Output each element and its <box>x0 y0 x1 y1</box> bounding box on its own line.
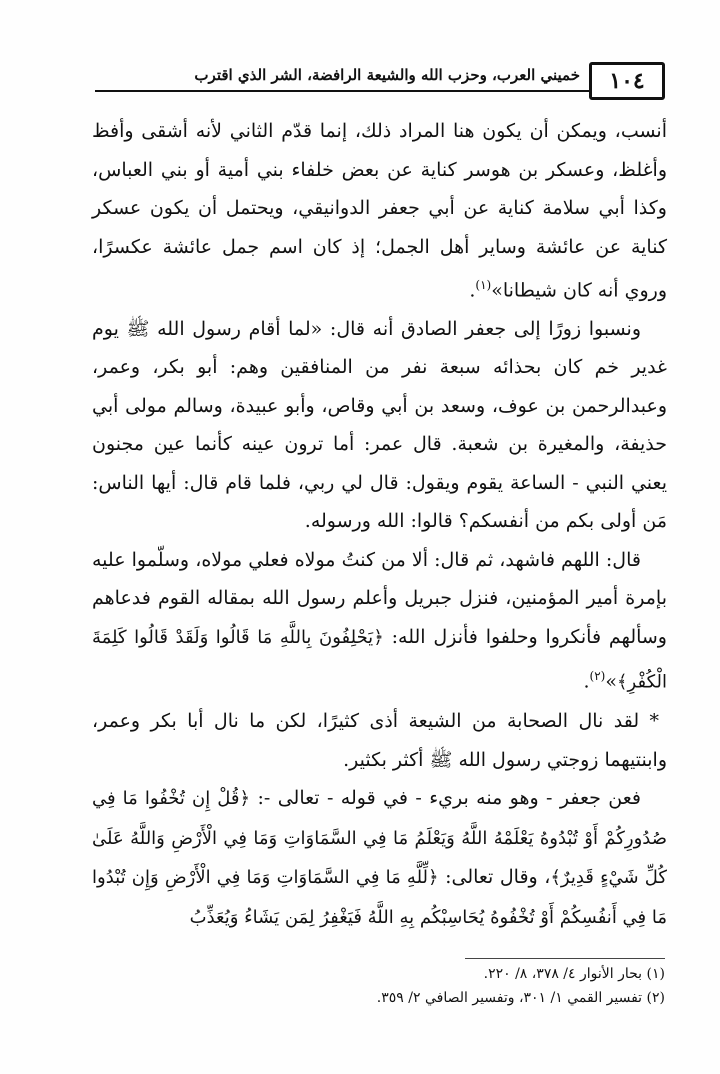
paragraph <box>92 541 667 702</box>
quran-verse: ﴿قُلْ إِن تُخْفُوا مَا فِي صُدُورِكُمْ أَوْ تُبْدُوهُ يَعْلَمْهُ اللَّهُ وَيَعْلَمُ مَا فِي السَّمَاوَاتِ وَمَا فِي الْأَرْضِ وَاللَّهُ عَلَىٰ كُلِّ شَيْءٍ قَدِيرٌ﴾ <box>92 788 668 889</box>
paragraph-text: ، وقال تعالى: <box>438 866 551 889</box>
paragraph-text: قال: اللهم فاشهد، ثم قال: ألا من كنتُ مولاه فعلي مولاه، وسلّموا عليه بإمرة أمير المؤمنين، فنزل جبريل وأعلم رسول الله بمقاله القوم فدعاهم وسألهم فأنكروا وحلفوا فأنزل الله: <box>92 548 667 648</box>
quran-verse: ﴿يَحْلِفُونَ بِاللَّهِ مَا قَالُوا وَلَقَدْ قَالُوا كَلِمَةَ الْكُفْرِ﴾ <box>92 626 667 693</box>
running-header <box>95 62 665 100</box>
page-number: ١٠٤ <box>609 68 645 94</box>
paragraph-text: ونسبوا زورًا إلى جعفر الصادق أنه قال: «لما أقام رسول الله ﷺ يوم غدير خم كان بحذائه سبعة نفر من المنافقين وهم: أبو بكر، وعمر، وعبدالرحمن بن عوف، وسعد بن أبي وقاص، وأبو عبيدة، وسالم مولى أبي حذيفة، والمغيرة بن شعبة. قال عمر: أما ترون عينه كأنما عين مجنون يعني النبي - الساعة يقوم ويقول: قال لي ربي، فلما قام قال: أيها الناس: مَن أولى بكم من أنفسكم؟ قالوا: الله ورسوله. <box>92 317 667 533</box>
paragraph <box>92 779 667 937</box>
footnotes <box>260 962 665 1010</box>
paragraph <box>92 310 667 541</box>
punctuation: . <box>583 670 590 693</box>
header-title: خميني العرب، وحزب الله والشيعة الرافضة، الشر الذي اقترب <box>194 66 580 84</box>
paragraph-text: أنسب، ويمكن أن يكون هنا المراد ذلك، إنما قدّم الثاني لأنه أشقى وأفظ وأغلظ، وعسكر بن هوسر كناية عن بعض خلفاء بني أمية أو بني العباس، وكذا أبي سلامة كناية عن أبي جعفر الدوانيقي، ويحتمل أن يكون عسكر كناية عن عائشة وساير أهل الجمل؛ إذ كان اسم جمل عائشة عكسرًا، وروي أنه كان شيطانا» <box>92 120 667 302</box>
paragraph <box>92 702 667 779</box>
footnote: (٢) تفسير القمي ١/ ٣٠١، وتفسير الصافي ٢/ ٣٥٩. <box>376 990 665 1006</box>
footnote: (١) بحار الأنوار ٤/ ٣٧٨، ٨/ ٢٢٠. <box>483 966 665 982</box>
body-text <box>92 112 667 937</box>
paragraph <box>92 112 667 310</box>
punctuation: . <box>469 279 476 302</box>
footnote-ref: (١) <box>475 278 492 292</box>
footnote-rule <box>465 958 665 959</box>
paragraph-text: فعن جعفر - وهو منه بريء - في قوله - تعالى -: <box>250 787 641 810</box>
quran-verse: ﴿لِّلَّهِ مَا فِي السَّمَاوَاتِ وَمَا فِي الْأَرْضِ وَإِن تُبْدُوا مَا فِي أَنفُسِكُمْ أَوْ تُخْفُوهُ يُحَاسِبْكُم بِهِ اللَّهُ فَيَغْفِرُ لِمَن يَشَاءُ وَيُعَذِّبُ <box>92 867 667 928</box>
footnote-ref: (٢) <box>589 669 606 684</box>
punctuation: » <box>605 670 617 693</box>
header-rule <box>95 90 589 92</box>
paragraph-text: * لقد نال الصحابة من الشيعة أذى كثيرًا، لكن ما نال أبا بكر وعمر، وابنتيهما زوجتي رسول الله ﷺ أكثر بكثير. <box>92 710 667 771</box>
page-number-box <box>589 62 665 100</box>
